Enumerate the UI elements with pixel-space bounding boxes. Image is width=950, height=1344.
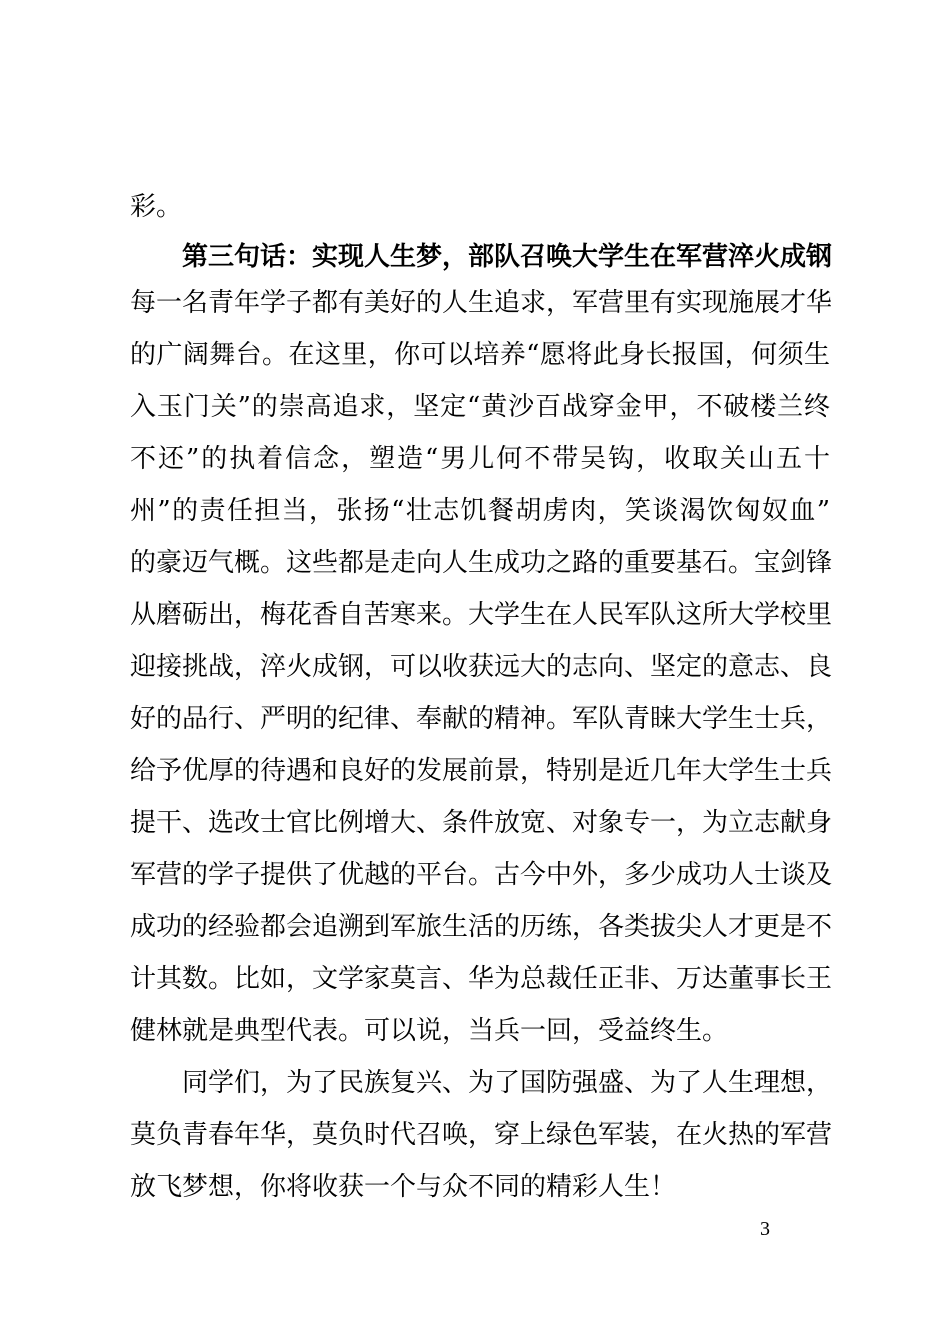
carryover-line: 彩。 (130, 192, 183, 222)
paragraph-line: 迎接挑战，淬火成钢，可以收获远大的志向、坚定的意志、良 (130, 652, 833, 682)
paragraph-line: 好的品行、严明的纪律、奉献的精神。军队青睐大学生士兵， (130, 704, 833, 734)
paragraph-line: 的豪迈气概。这些都是走向人生成功之路的重要基石。宝剑锋 (130, 548, 833, 578)
paragraph-line: 军营的学子提供了优越的平台。古今中外，多少成功人士谈及 (130, 860, 833, 890)
paragraph-line: 的广阔舞台。在这里，你可以培养“愿将此身长报国，何须生 (130, 340, 830, 370)
paragraph-line: 每一名青年学子都有美好的人生追求，军营里有实现施展才华 (130, 288, 833, 318)
paragraph-line: 给予优厚的待遇和良好的发展前景，特别是近几年大学生士兵 (130, 756, 833, 786)
paragraph-line: 同学们，为了民族复兴、为了国防强盛、为了人生理想， (182, 1068, 833, 1098)
paragraph-line: 放飞梦想，你将收获一个与众不同的精彩人生！ (130, 1172, 677, 1202)
paragraph-line: 计其数。比如，文学家莫言、华为总裁任正非、万达董事长王 (130, 964, 833, 994)
page-number: 3 (760, 1218, 770, 1240)
paragraph-line: 健林就是典型代表。可以说，当兵一回，受益终生。 (130, 1016, 729, 1046)
paragraph-line: 成功的经验都会追溯到军旅生活的历练，各类拔尖人才更是不 (130, 912, 833, 942)
paragraph-line: 从磨砺出，梅花香自苦寒来。大学生在人民军队这所大学校里 (130, 600, 833, 630)
paragraph-line: 不还”的执着信念，塑造“男儿何不带吴钩，收取关山五十 (130, 444, 830, 474)
section-heading: 第三句话：实现人生梦，部队召唤大学生在军营淬火成钢 (182, 242, 833, 272)
paragraph-line: 提干、选改士官比例增大、条件放宽、对象专一，为立志献身 (130, 808, 833, 838)
paragraph-line: 入玉门关”的崇高追求，坚定“黄沙百战穿金甲，不破楼兰终 (130, 392, 830, 422)
paragraph-line: 州”的责任担当，张扬“壮志饥餐胡虏肉，笑谈渴饮匈奴血” (130, 496, 830, 526)
paragraph-line: 莫负青春年华，莫负时代召唤，穿上绿色军装，在火热的军营 (130, 1120, 833, 1150)
